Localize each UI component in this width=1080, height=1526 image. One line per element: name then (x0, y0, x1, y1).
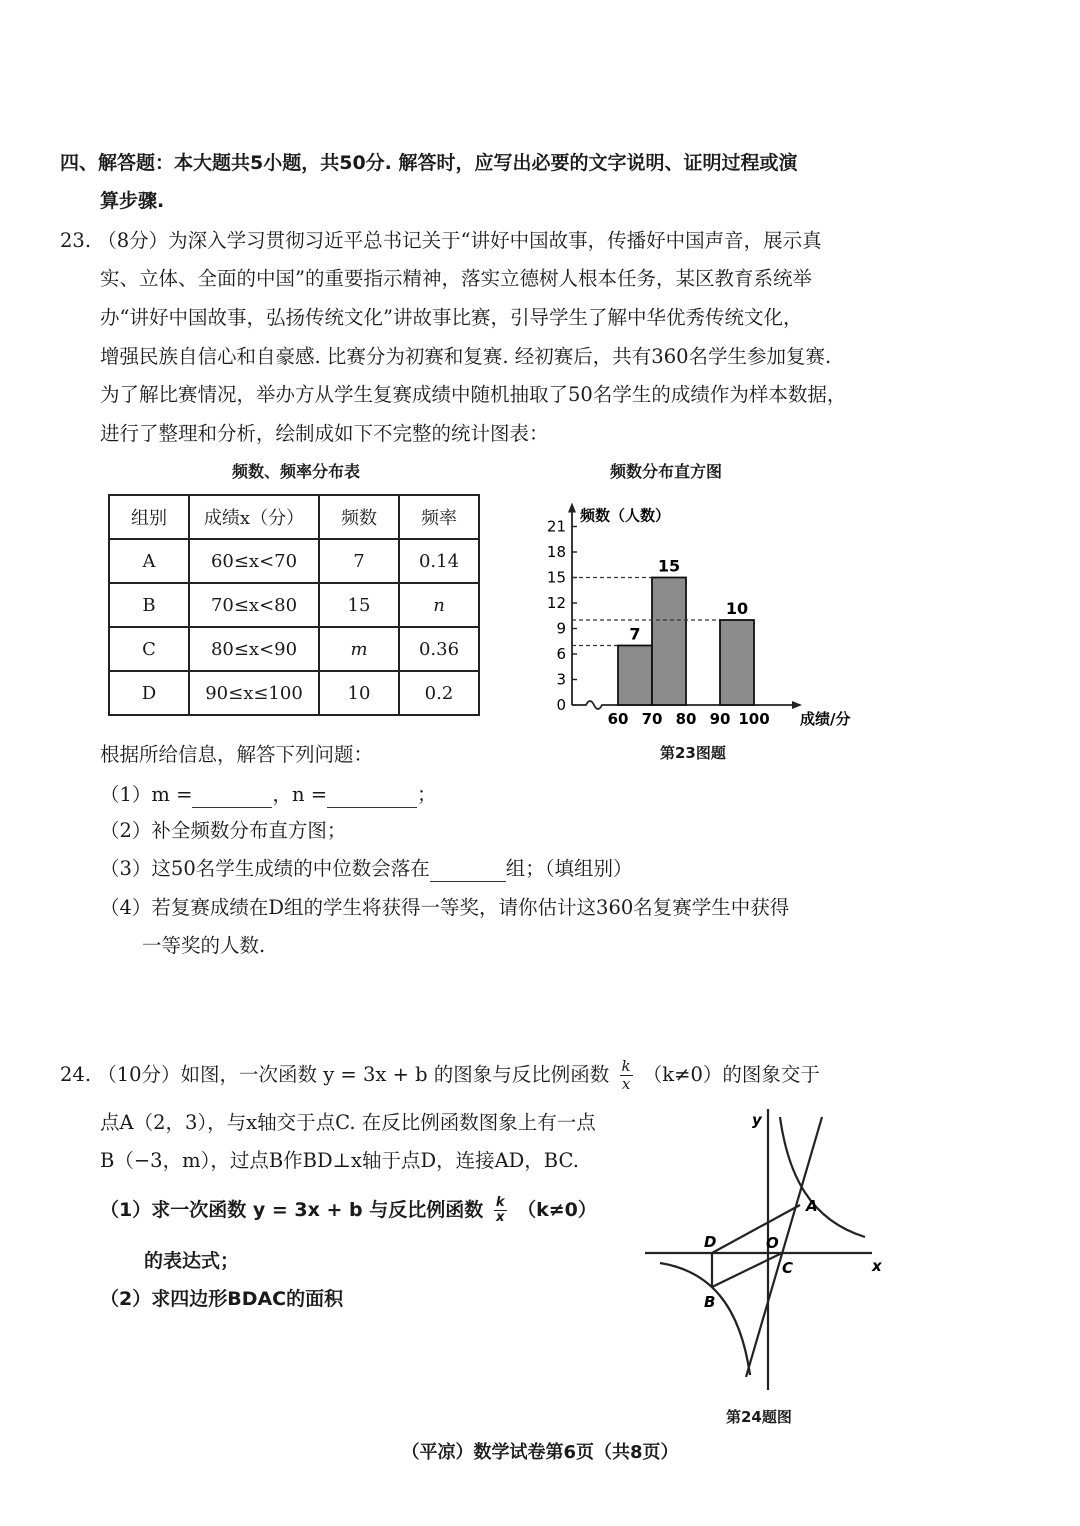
y-tick-label: 9 (556, 619, 566, 638)
bar-value-label: 15 (657, 556, 681, 576)
x-tick-label: 80 (675, 710, 697, 728)
segment-bc (712, 1253, 782, 1287)
table-cell: 10 (319, 671, 399, 715)
histogram-bar (618, 646, 652, 706)
x-tick-label: 100 (738, 710, 770, 728)
table-cell: B (109, 583, 189, 627)
y-axis-arrow (568, 503, 576, 513)
sub3-text: （3）这50名学生成绩的中位数会落在 (100, 857, 430, 880)
n-answer-blank (327, 787, 417, 808)
y-tick-label: 18 (546, 543, 566, 561)
q24-sub1 (100, 1196, 597, 1225)
table-cell: 90≤x≤100 (189, 671, 319, 715)
fraction-denominator: x (621, 1075, 631, 1093)
table-cell: n (399, 583, 479, 627)
table-row (109, 671, 479, 715)
bar-value-label: 10 (725, 599, 749, 618)
table-title: 频数、频率分布表 (232, 462, 361, 481)
hyperbola-branch-q3 (660, 1263, 750, 1375)
point-d-label: D (704, 1233, 717, 1251)
table-cell: m (319, 627, 399, 671)
q23-sub4-line2: 一等奖的人数. (142, 934, 266, 957)
table-cell: 0.14 (399, 539, 479, 583)
sub1-m-label: （1）m = (100, 783, 193, 806)
q23-line-4: 增强民族自信心和自豪感. 比赛分为初赛和复赛. 经初赛后，共有360名学生参加复赛. (100, 345, 832, 368)
table-row (109, 539, 479, 583)
histogram-chart (530, 485, 870, 735)
x-tick-label: 70 (641, 710, 663, 728)
q23-line-1: 23. （8分）为深入学习贯彻习近平总书记关于“讲好中国故事，传播好中国声音，展示真 (60, 229, 822, 252)
q24-sub1-text-end: （k≠0） (517, 1199, 597, 1221)
q24-sub2: （2）求四边形BDAC的面积 (100, 1288, 344, 1310)
fraction-numerator: k (495, 1195, 505, 1210)
table-row (109, 583, 479, 627)
group-answer-blank (430, 861, 506, 882)
table-cell: A (109, 539, 189, 583)
table-header-cell: 频数 (319, 495, 399, 539)
page-footer: （平凉）数学试卷第6页（共8页） (401, 1442, 679, 1463)
chart-title: 频数分布直方图 (610, 462, 723, 481)
q23-sub1 (100, 782, 437, 808)
y-axis-label: y (752, 1111, 762, 1129)
table-row (109, 627, 479, 671)
x-tick-label: 90 (709, 710, 731, 728)
fraction-k-over-x (620, 1058, 633, 1093)
sub3-text-end: 组；（填组别） (505, 857, 633, 880)
y-axis-title: 频数（人数） (580, 506, 671, 525)
y-tick-label: 6 (556, 645, 566, 663)
table-header-row (109, 495, 479, 539)
table-header-cell: 组别 (109, 495, 189, 539)
fraction-denominator: x (495, 1210, 505, 1225)
q23-line-6: 进行了整理和分析，绘制成如下不完整的统计图表： (100, 422, 549, 445)
y-tick-label: 12 (546, 594, 566, 612)
frequency-table (108, 494, 480, 716)
q23-line-2: 实、立体、全面的中国”的重要指示精神，落实立德树人根本任务，某区教育系统举 (100, 267, 812, 290)
table-cell: 0.2 (399, 671, 479, 715)
fraction-numerator: k (621, 1057, 631, 1075)
table-cell: 60≤x<70 (189, 539, 319, 583)
y-tick-label: 0 (556, 696, 566, 714)
histogram-bar (720, 620, 754, 705)
m-answer-blank (192, 787, 272, 808)
table-cell: C (109, 627, 189, 671)
q24-sub1-line2: 的表达式； (144, 1250, 240, 1272)
section-header-line2: 算步骤. (100, 190, 165, 212)
y-tick-label: 21 (546, 517, 566, 536)
point-a-label: A (806, 1197, 818, 1215)
q23-sub4-line1: （4）若复赛成绩在D组的学生将获得一等奖，请你估计这360名复赛学生中获得 (100, 896, 790, 919)
x-axis-arrow (792, 701, 802, 709)
sub1-n-label: ，n = (272, 783, 328, 806)
point-b-label: B (704, 1293, 716, 1311)
table-header-cell: 成绩x（分） (189, 495, 319, 539)
q23-sub2: （2）补全频数分布直方图； (100, 819, 347, 842)
q23-prompt: 根据所给信息，解答下列问题： (100, 743, 374, 766)
q24-line1 (60, 1058, 820, 1093)
y-tick-label: 15 (546, 568, 566, 587)
q24-intro-end: （k≠0）的图象交于 (642, 1063, 820, 1086)
point-c-label: C (782, 1259, 794, 1277)
table-cell: 70≤x<80 (189, 583, 319, 627)
fraction-k-over-x (494, 1196, 507, 1225)
chart-caption: 第23图题 (660, 744, 726, 762)
table-header-cell: 频率 (399, 495, 479, 539)
q23-sub3 (100, 856, 633, 882)
q24-sub1-text: （1）求一次函数 y = 3x + b 与反比例函数 (100, 1199, 484, 1221)
table-cell: 80≤x<90 (189, 627, 319, 671)
q24-line3: B（−3，m），过点B作BD⊥x轴于点D，连接AD，BC. (100, 1149, 579, 1172)
q23-line-5: 为了解比赛情况，举办方从学生复赛成绩中随机抽取了50名学生的成绩作为样本数据， (100, 383, 847, 406)
function-graph-figure (640, 1105, 890, 1395)
linear-function-line (746, 1117, 822, 1377)
segment-ad (712, 1205, 800, 1253)
table-cell: D (109, 671, 189, 715)
x-tick-label: 60 (607, 710, 629, 728)
histogram-bar (652, 578, 686, 706)
origin-label: O (766, 1234, 779, 1252)
bar-value-label: 7 (629, 624, 641, 644)
x-axis-title: 成绩/分 (800, 710, 851, 728)
y-tick-label: 3 (556, 670, 566, 689)
q24-line2: 点A（2，3），与x轴交于点C. 在反比例函数图象上有一点 (100, 1111, 596, 1134)
q24-intro: 24. （10分）如图，一次函数 y = 3x + b 的图象与反比例函数 (60, 1063, 610, 1086)
q23-line-3: 办“讲好中国故事，弘扬传统文化”讲故事比赛，引导学生了解中华优秀传统文化， (100, 306, 803, 329)
x-axis-label: x (872, 1257, 882, 1275)
section-header-line1: 四、解答题：本大题共5小题，共50分. 解答时，应写出必要的文字说明、证明过程或演 (60, 152, 798, 174)
sub1-end: ； (417, 783, 437, 806)
table-cell: 7 (319, 539, 399, 583)
table-cell: 0.36 (399, 627, 479, 671)
figure-caption: 第24题图 (726, 1408, 792, 1426)
table-cell: 15 (319, 583, 399, 627)
